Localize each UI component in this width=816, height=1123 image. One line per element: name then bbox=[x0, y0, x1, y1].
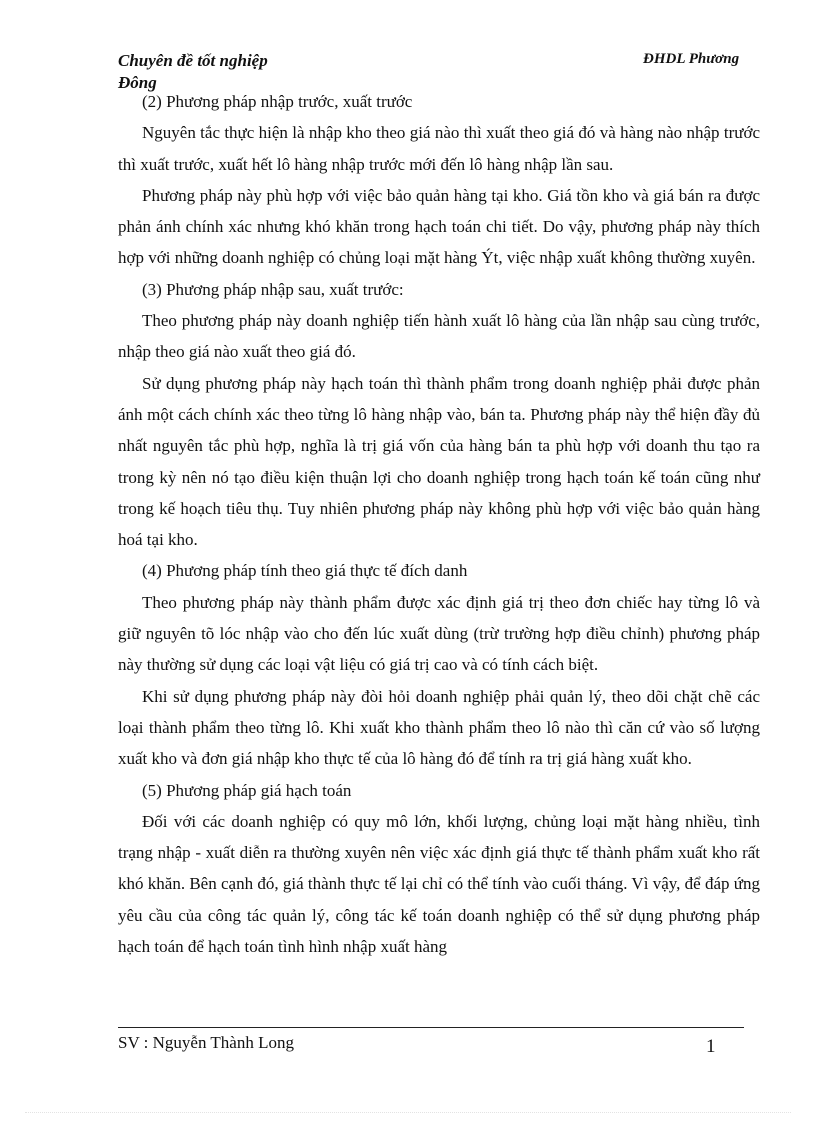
section-heading-5: (5) Phương pháp giá hạch toán bbox=[142, 780, 352, 800]
document-body bbox=[118, 86, 760, 962]
paragraph: Đối với các doanh nghiệp có quy mô lớn, khối lượng, chủng loại mặt hàng nhiều, tình trạng nhập - xuất diễn ra thường xuyên nên việc xác định giá thực tế thành phẩm xuất kho rất khó khăn. Bên cạnh đó, giá thành thực tế lại chỉ có thể tính vào cuối tháng. Vì vậy, để đáp ứng yêu cầu của công tác quản lý, công tác kế toán doanh nghiệp có thể sử dụng phương pháp hạch toán để hạch toán tình hình nhập xuất hàng bbox=[118, 811, 760, 957]
section-heading-3: (3) Phương pháp nhập sau, xuất trước: bbox=[142, 279, 404, 299]
footer-student-name: SV : Nguyễn Thành Long bbox=[118, 1033, 294, 1052]
page-number: 1 bbox=[706, 1036, 716, 1057]
section-heading-4: (4) Phương pháp tính theo giá thực tế đích danh bbox=[142, 561, 468, 581]
paragraph: Phương pháp này phù hợp với việc bảo quản hàng tại kho. Giá tồn kho và giá bán ra được phản ánh chính xác nhưng khó khăn trong hạch toán chi tiết. Do vậy, phương pháp này thích hợp với những doanh nghiệp có chủng loại mặt hàng Ýt, việc nhập xuất không thường xuyên. bbox=[118, 185, 760, 268]
footer-divider bbox=[118, 1027, 744, 1028]
header-title-line: Chuyên đề tốt nghiệp bbox=[118, 51, 268, 70]
page-bottom-edge bbox=[25, 1112, 791, 1113]
paragraph: Nguyên tắc thực hiện là nhập kho theo giá nào thì xuất theo giá đó và hàng nào nhập trước thì xuất trước, xuất hết lô hàng nhập trước mới đến lô hàng nhập lần sau. bbox=[118, 123, 760, 174]
paragraph: Sử dụng phương pháp này hạch toán thì thành phẩm trong doanh nghiệp phải được phản ánh một cách chính xác theo từng lô hàng nhập vào, bán ta. Phương pháp này thể hiện đầy đủ nhất nguyên tắc phù hợp, nghĩa là trị giá vốn của hàng bán ta phù hợp với doanh thu tạo ra trong kỳ nên nó tạo điều kiện thuận lợi cho doanh nghiệp trong hạch toán kế toán cũng như trong kế hoạch tiêu thụ. Tuy nhiên phương pháp này không phù hợp với việc bảo quản hàng hoá tại kho. bbox=[118, 373, 760, 550]
paragraph: Theo phương pháp này thành phẩm được xác định giá trị theo đơn chiếc hay từng lô và giữ nguyên tõ lóc nhập vào cho đến lúc xuất dùng (trừ trường hợp điều chỉnh) phương pháp này thường sử dụng các loại vật liệu có giá trị cao và có tính cách biệt. bbox=[118, 592, 760, 675]
paragraph: Theo phương pháp này doanh nghiệp tiến hành xuất lô hàng của lần nhập sau cùng trước, nhập theo giá nào xuất theo giá đó. bbox=[118, 311, 760, 362]
header-title-wrap: Đông bbox=[118, 73, 157, 92]
paragraph: Khi sử dụng phương pháp này đòi hỏi doanh nghiệp phải quản lý, theo dõi chặt chẽ các loại thành phẩm theo từng lô. Khi xuất kho thành phẩm theo lô nào thì căn cứ vào số lượng xuất kho và đơn giá nhập kho thực tế của lô hàng đó để tính ra trị giá hàng xuất kho. bbox=[118, 686, 760, 769]
document-header-institution: ĐHDL Phương bbox=[643, 51, 740, 67]
section-heading-2: (2) Phương pháp nhập trước, xuất trước bbox=[142, 92, 413, 111]
